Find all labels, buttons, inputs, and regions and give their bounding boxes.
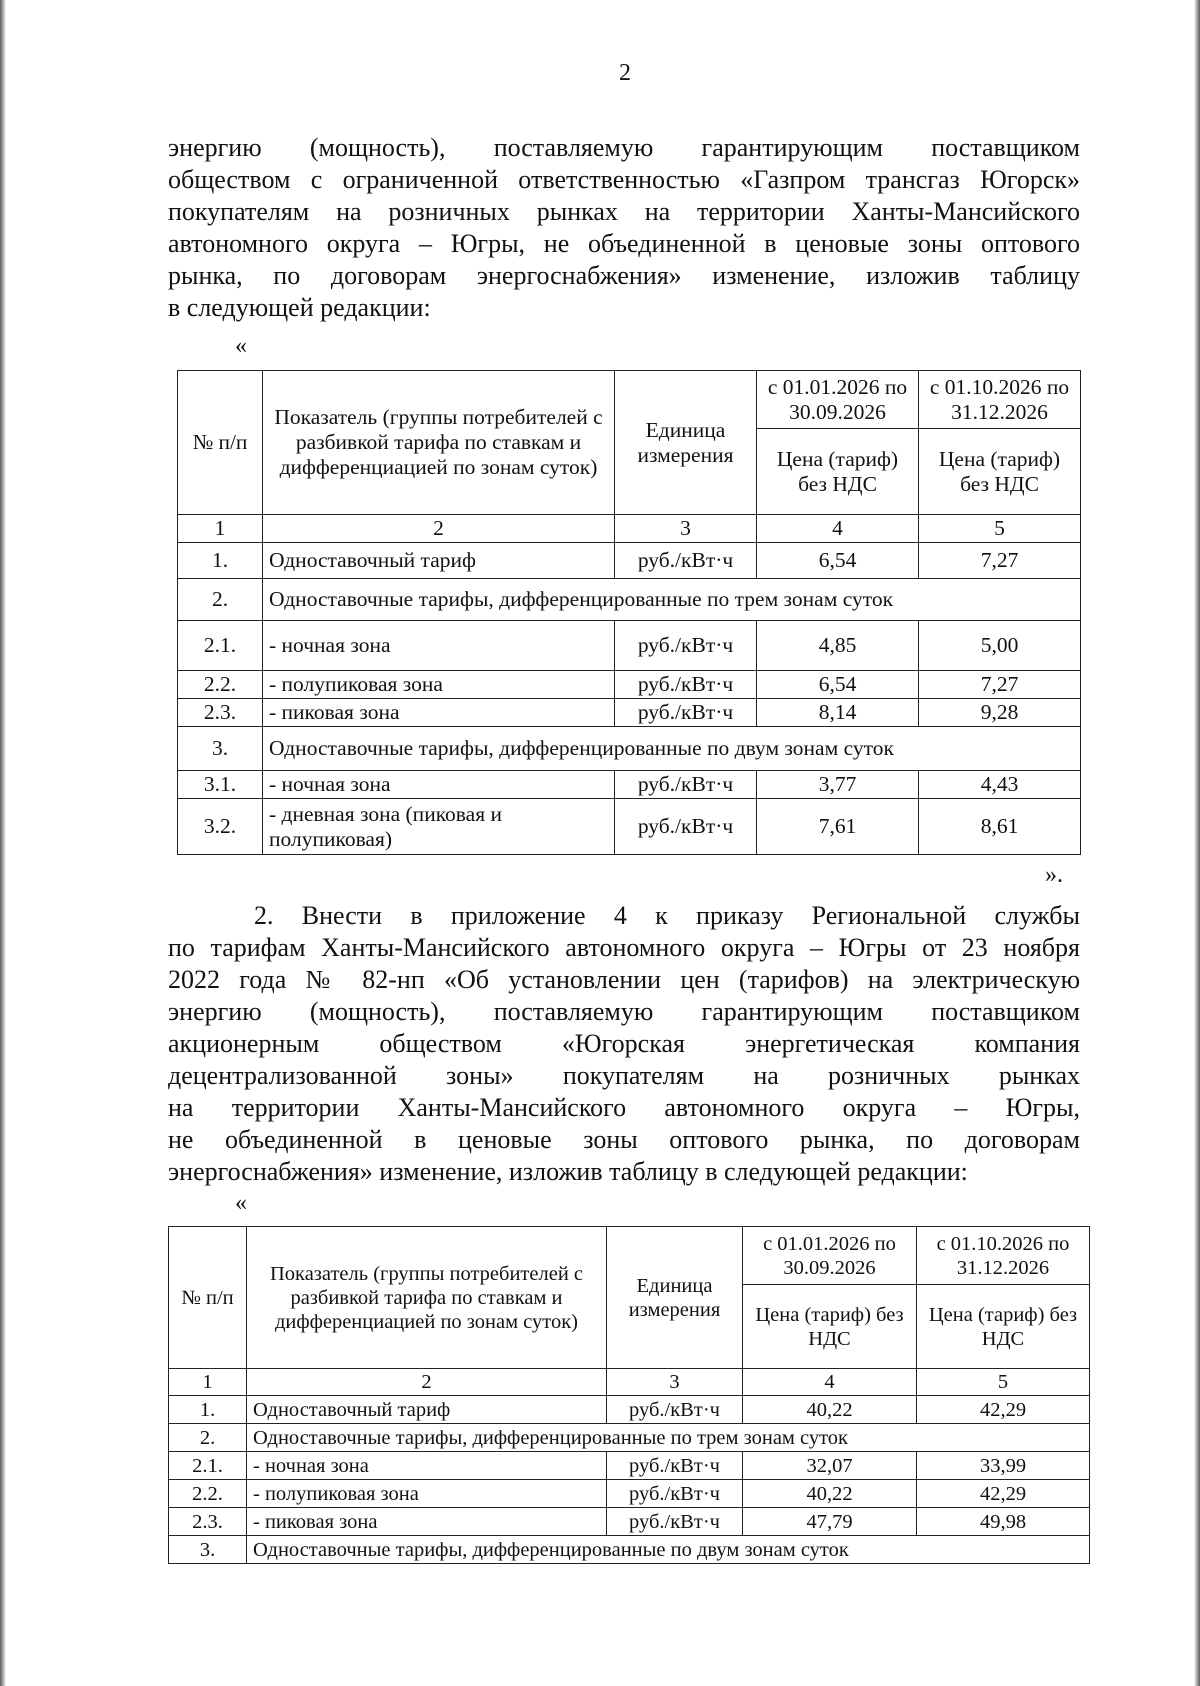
row-price-2: 49,98 bbox=[917, 1508, 1090, 1536]
row-price-2: 33,99 bbox=[917, 1452, 1090, 1480]
row-name: Одноставочный тариф bbox=[263, 543, 615, 579]
row-num: 2.1. bbox=[178, 621, 263, 671]
table-row bbox=[178, 671, 1081, 699]
table-row bbox=[178, 771, 1081, 799]
row-price-1: 6,54 bbox=[757, 671, 919, 699]
row-name: - ночная зона bbox=[263, 621, 615, 671]
header-indicator: Показатель (группы потребителей с разбивкой тарифа по ставкам и дифференциацией по зонам суток) bbox=[247, 1227, 607, 1369]
table-row bbox=[169, 1424, 1090, 1452]
row-price-1: 8,14 bbox=[757, 699, 919, 727]
text-line: акционерным обществом «Югорская энергетическая компания bbox=[168, 1029, 1080, 1058]
scan-edge-left bbox=[0, 0, 6, 1686]
row-price-2: 9,28 bbox=[919, 699, 1081, 727]
column-number: 3 bbox=[607, 1369, 743, 1396]
table-row bbox=[178, 621, 1081, 671]
header-price-1: Цена (тариф) без НДС bbox=[757, 429, 919, 515]
row-num: 3.1. bbox=[178, 771, 263, 799]
text-line: автономного округа – Югры, не объединенной в ценовые зоны оптового bbox=[168, 229, 1080, 258]
table-row bbox=[178, 699, 1081, 727]
row-price-1: 32,07 bbox=[743, 1452, 917, 1480]
text-line: обществом с ограниченной ответственностью «Газпром трансгаз Югорск» bbox=[168, 165, 1080, 194]
row-num: 3. bbox=[169, 1536, 247, 1564]
text-line: энергоснабжения» изменение, изложив таблицу в следующей редакции: bbox=[168, 1157, 968, 1186]
row-num: 2.2. bbox=[178, 671, 263, 699]
table-row bbox=[178, 727, 1081, 771]
column-number: 4 bbox=[743, 1369, 917, 1396]
table-row bbox=[178, 543, 1081, 579]
page-number: 2 bbox=[619, 60, 631, 86]
table-row bbox=[169, 1508, 1090, 1536]
tariff-table-2 bbox=[168, 1226, 1090, 1564]
header-price-2: Цена (тариф) без НДС bbox=[919, 429, 1081, 515]
text-line: покупателям на розничных рынках на территории Ханты-Мансийского bbox=[168, 197, 1080, 226]
text-line: не объединенной в ценовые зоны оптового рынка, по договорам bbox=[168, 1125, 1080, 1154]
row-group-title: Одноставочные тарифы, дифференцированные по двум зонам суток bbox=[247, 1536, 1090, 1564]
row-num: 2. bbox=[169, 1424, 247, 1452]
column-number: 5 bbox=[919, 515, 1081, 543]
table-row bbox=[169, 1452, 1090, 1480]
row-price-2: 4,43 bbox=[919, 771, 1081, 799]
row-name: - ночная зона bbox=[247, 1452, 607, 1480]
row-group-title: Одноставочные тарифы, дифференцированные по двум зонам суток bbox=[263, 727, 1081, 771]
row-num: 2.2. bbox=[169, 1480, 247, 1508]
header-period-1: с 01.01.2026 по 30.09.2026 bbox=[757, 371, 919, 429]
row-price-2: 7,27 bbox=[919, 543, 1081, 579]
paragraph-2 bbox=[168, 900, 1080, 1188]
text-line: децентрализованной зоны» покупателям на розничных рынках bbox=[168, 1061, 1080, 1090]
row-price-1: 40,22 bbox=[743, 1396, 917, 1424]
row-num: 2.3. bbox=[169, 1508, 247, 1536]
header-unit: Единица измерения bbox=[607, 1227, 743, 1369]
row-price-1: 6,54 bbox=[757, 543, 919, 579]
quote-close: ». bbox=[1045, 862, 1063, 888]
row-unit: руб./кВт·ч bbox=[615, 543, 757, 579]
text-line: в следующей редакции: bbox=[168, 293, 431, 322]
header-num: № п/п bbox=[169, 1227, 247, 1369]
column-number: 1 bbox=[169, 1369, 247, 1396]
header-period-2: с 01.10.2026 по 31.12.2026 bbox=[919, 371, 1081, 429]
row-name: - полупиковая зона bbox=[247, 1480, 607, 1508]
row-price-2: 7,27 bbox=[919, 671, 1081, 699]
text-line: на территории Ханты-Мансийского автономного округа – Югры, bbox=[168, 1093, 1080, 1122]
row-unit: руб./кВт·ч bbox=[615, 699, 757, 727]
quote-open: « bbox=[235, 1190, 247, 1216]
row-unit: руб./кВт·ч bbox=[607, 1452, 743, 1480]
text-line: 2022 года № 82-нп «Об установлении цен (тарифов) на электрическую bbox=[168, 965, 1080, 994]
row-name: - полупиковая зона bbox=[263, 671, 615, 699]
table-row bbox=[178, 799, 1081, 855]
row-group-title: Одноставочные тарифы, дифференцированные по трем зонам суток bbox=[247, 1424, 1090, 1452]
row-group-title: Одноставочные тарифы, дифференцированные по трем зонам суток bbox=[263, 579, 1081, 621]
column-number: 2 bbox=[247, 1369, 607, 1396]
header-price-1: Цена (тариф) без НДС bbox=[743, 1285, 917, 1369]
row-price-1: 4,85 bbox=[757, 621, 919, 671]
scan-edge-right bbox=[1194, 0, 1200, 1686]
header-period-2: с 01.10.2026 по 31.12.2026 bbox=[917, 1227, 1090, 1285]
column-number: 5 bbox=[917, 1369, 1090, 1396]
table-row bbox=[169, 1396, 1090, 1424]
row-num: 2.1. bbox=[169, 1452, 247, 1480]
column-number: 4 bbox=[757, 515, 919, 543]
row-price-2: 42,29 bbox=[917, 1480, 1090, 1508]
row-name: - пиковая зона bbox=[247, 1508, 607, 1536]
table-row bbox=[169, 1480, 1090, 1508]
row-name: - дневная зона (пиковая и полупиковая) bbox=[263, 799, 615, 855]
header-price-2: Цена (тариф) без НДС bbox=[917, 1285, 1090, 1369]
tariff-table-1 bbox=[177, 370, 1081, 855]
text-line: по тарифам Ханты-Мансийского автономного округа – Югры от 23 ноября bbox=[168, 933, 1080, 962]
row-num: 1. bbox=[178, 543, 263, 579]
intro-paragraph bbox=[168, 132, 1080, 324]
row-num: 2. bbox=[178, 579, 263, 621]
row-unit: руб./кВт·ч bbox=[607, 1396, 743, 1424]
text-line: энергию (мощность), поставляемую гарантирующим поставщиком bbox=[168, 997, 1080, 1026]
text-line: 2. Внести в приложение 4 к приказу Региональной службы bbox=[254, 901, 1080, 930]
row-name: Одноставочный тариф bbox=[247, 1396, 607, 1424]
text-line: рынка, по договорам энергоснабжения» изменение, изложив таблицу bbox=[168, 261, 1080, 290]
row-price-1: 40,22 bbox=[743, 1480, 917, 1508]
row-num: 1. bbox=[169, 1396, 247, 1424]
column-number: 3 bbox=[615, 515, 757, 543]
row-unit: руб./кВт·ч bbox=[615, 799, 757, 855]
row-price-2: 8,61 bbox=[919, 799, 1081, 855]
row-price-2: 42,29 bbox=[917, 1396, 1090, 1424]
column-number: 1 bbox=[178, 515, 263, 543]
text-line: энергию (мощность), поставляемую гарантирующим поставщиком bbox=[168, 133, 1080, 162]
header-indicator: Показатель (группы потребителей с разбивкой тарифа по ставкам и дифференциацией по зонам суток) bbox=[263, 371, 615, 515]
quote-open: « bbox=[235, 333, 247, 359]
row-price-1: 7,61 bbox=[757, 799, 919, 855]
row-name: - ночная зона bbox=[263, 771, 615, 799]
row-num: 3.2. bbox=[178, 799, 263, 855]
row-unit: руб./кВт·ч bbox=[615, 671, 757, 699]
row-name: - пиковая зона bbox=[263, 699, 615, 727]
header-num: № п/п bbox=[178, 371, 263, 515]
row-unit: руб./кВт·ч bbox=[607, 1508, 743, 1536]
row-price-2: 5,00 bbox=[919, 621, 1081, 671]
row-unit: руб./кВт·ч bbox=[607, 1480, 743, 1508]
header-period-1: с 01.01.2026 по 30.09.2026 bbox=[743, 1227, 917, 1285]
column-number: 2 bbox=[263, 515, 615, 543]
row-num: 3. bbox=[178, 727, 263, 771]
row-unit: руб./кВт·ч bbox=[615, 771, 757, 799]
table-row bbox=[169, 1536, 1090, 1564]
row-price-1: 3,77 bbox=[757, 771, 919, 799]
row-num: 2.3. bbox=[178, 699, 263, 727]
header-unit: Единица измерения bbox=[615, 371, 757, 515]
row-unit: руб./кВт·ч bbox=[615, 621, 757, 671]
row-price-1: 47,79 bbox=[743, 1508, 917, 1536]
table-row bbox=[178, 579, 1081, 621]
